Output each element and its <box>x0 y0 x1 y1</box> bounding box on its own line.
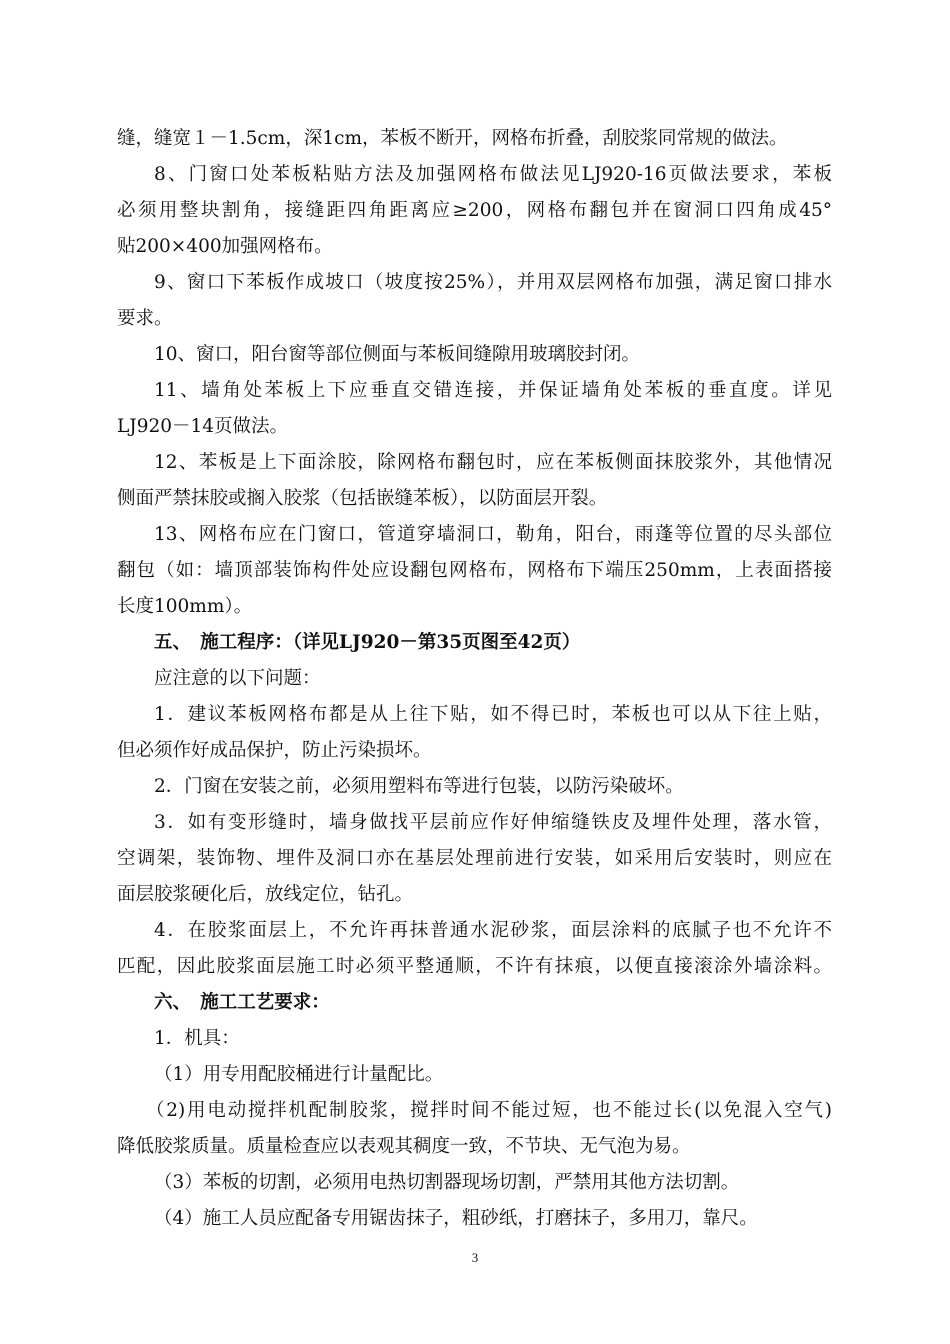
section-5-intro: 应注意的以下问题： <box>154 668 321 689</box>
item-13-line-3: 长度100mm）。 <box>117 596 253 617</box>
item-8-line-2: 必须用整块割角，接缝距四角距离应≥200，网格布翻包并在窗洞口四角成45° <box>117 200 832 221</box>
item-8-line-3: 贴200×400加强网格布。 <box>117 236 333 257</box>
item-13-line-1: 13、网格布应在门窗口，管道穿墙洞口，勒角，阳台，雨蓬等位置的尽头部位 <box>154 524 832 545</box>
section-5-heading: 五、 施工程序：（详见LJ920－第35页图至42页） <box>154 632 581 653</box>
section-6-subitem-2-line-2: 降低胶浆质量。质量检查应以表观其稠度一致，不节块、无气泡为易。 <box>117 1136 691 1157</box>
section-5-item-4-line-1: 4．在胶浆面层上，不允许再抹普通水泥砂浆，面层涂料的底腻子也不允许不 <box>154 920 832 941</box>
section-5-item-4-line-2: 匹配，因此胶浆面层施工时必须平整通顺，不许有抹痕，以便直接滚涂外墙涂料。 <box>117 956 832 977</box>
item-9-line-2: 要求。 <box>117 308 173 329</box>
section-5-item-2: 2．门窗在安装之前，必须用塑料布等进行包装，以防污染破坏。 <box>154 776 684 797</box>
item-12-line-1: 12、苯板是上下面涂胶，除网格布翻包时，应在苯板侧面抹胶浆外，其他情况 <box>154 452 832 473</box>
section-6-subitem-2-line-1: （2)用电动搅拌机配制胶浆，搅拌时间不能过短，也不能过长(以免混入空气) <box>146 1100 832 1121</box>
item-11-line-1: 11、墙角处苯板上下应垂直交错连接，并保证墙角处苯板的垂直度。详见 <box>154 380 832 401</box>
item-10: 10、窗口，阳台窗等部位侧面与苯板间缝隙用玻璃胶封闭。 <box>154 344 641 365</box>
item-9-line-1: 9、窗口下苯板作成坡口（坡度按25%），并用双层网格布加强，满足窗口排水 <box>154 272 832 293</box>
item-12-line-2: 侧面严禁抹胶或搁入胶浆（包括嵌缝苯板），以防面层开裂。 <box>117 488 608 509</box>
section-5-item-1-line-1: 1．建议苯板网格布都是从上往下贴，如不得已时，苯板也可以从下往上贴， <box>154 704 832 725</box>
item-11-line-2: LJ920－14页做法。 <box>117 416 289 437</box>
section-6-heading: 六、 施工工艺要求： <box>154 992 330 1013</box>
section-5-item-3-line-1: 3．如有变形缝时，墙身做找平层前应作好伸缩缝铁皮及埋件处理，落水管， <box>154 812 832 833</box>
item-13-line-2: 翻包（如：墙顶部装饰构件处应设翻包网格布，网格布下端压250mm，上表面搭接 <box>117 560 832 581</box>
text-line-continuation: 缝，缝宽１－1.5cm，深1cm，苯板不断开，网格布折叠，刮胶浆同常规的做法。 <box>117 128 788 149</box>
section-5-item-1-line-2: 但必须作好成品保护，防止污染损坏。 <box>117 740 432 761</box>
page-number: 3 <box>471 1250 479 1265</box>
item-8-line-1: 8、门窗口处苯板粘贴方法及加强网格布做法见LJ920-16页做法要求，苯板 <box>154 164 832 185</box>
section-6-subitem-1: （1）用专用配胶桶进行计量配比。 <box>154 1064 444 1085</box>
section-6-subitem-3: （3）苯板的切割，必须用电热切割器现场切割，严禁用其他方法切割。 <box>154 1172 740 1193</box>
section-5-item-3-line-2: 空调架，装饰物、埋件及洞口亦在基层处理前进行安装，如采用后安装时，则应在 <box>117 848 832 869</box>
section-6-subitem-4: （4）施工人员应配备专用锯齿抹子，粗砂纸，打磨抹子，多用刀，靠尺。 <box>154 1208 758 1229</box>
section-6-item-1: 1．机具： <box>154 1028 240 1049</box>
section-5-item-3-line-3: 面层胶浆硬化后，放线定位，钻孔。 <box>117 884 414 905</box>
